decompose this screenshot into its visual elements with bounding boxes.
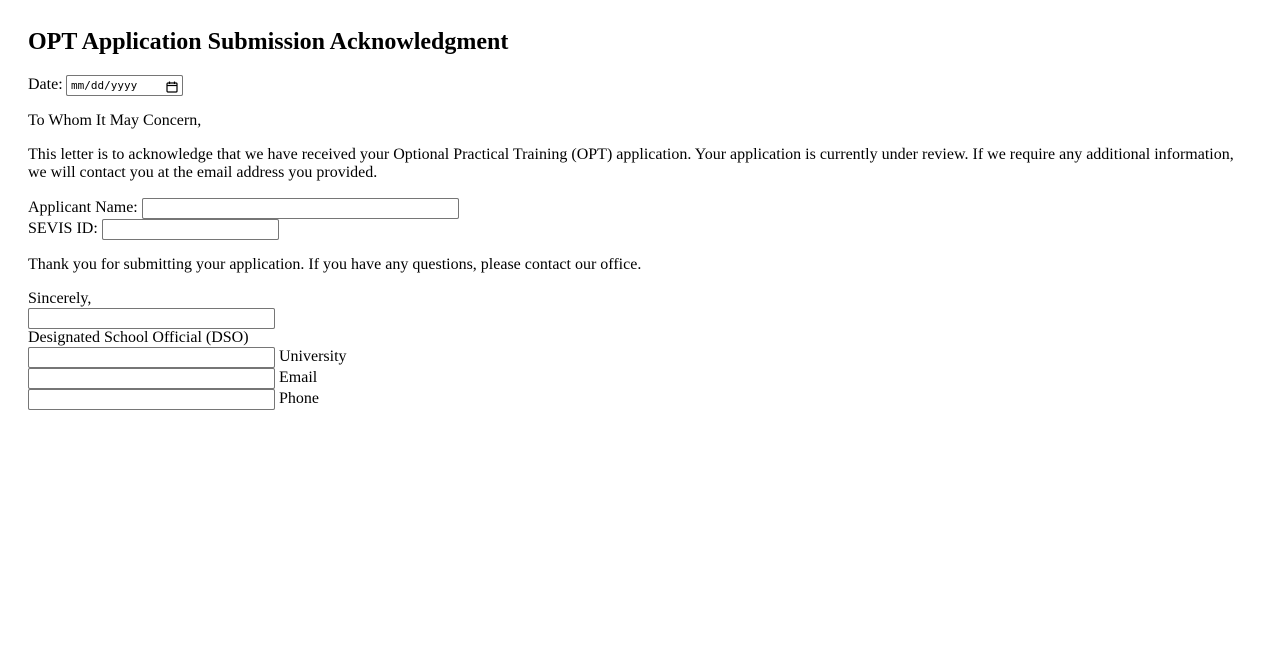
email-label: Email [279, 369, 318, 386]
page-title: OPT Application Submission Acknowledgment [28, 29, 509, 55]
phone-label: Phone [279, 390, 319, 407]
applicant-name-label: Applicant Name: [28, 199, 138, 216]
date-label: Date: [28, 76, 63, 93]
sevis-id-label: SEVIS ID: [28, 220, 98, 237]
university-label: University [279, 348, 347, 365]
applicant-name-input[interactable] [142, 198, 459, 219]
dso-title: Designated School Official (DSO) [28, 329, 249, 346]
university-input[interactable] [28, 347, 275, 368]
email-input[interactable] [28, 368, 275, 389]
date-input[interactable] [66, 75, 183, 96]
thanks-text: Thank you for submitting your application. If you have any questions, please contact our office. [28, 256, 642, 273]
closing-text: Sincerely, [28, 290, 92, 307]
signature-input[interactable] [28, 308, 275, 329]
greeting: To Whom It May Concern, [28, 112, 202, 129]
phone-input[interactable] [28, 389, 275, 410]
date-placeholder: mm/dd/yyyy [71, 79, 138, 92]
body-paragraph: This letter is to acknowledge that we have received your Optional Practical Training (OPT) application. Your application is currently under review. If we require any additional information, we will contact you at the email address you provided. [28, 146, 1234, 181]
sevis-id-input[interactable] [102, 219, 279, 240]
calendar-icon[interactable] [166, 80, 178, 92]
